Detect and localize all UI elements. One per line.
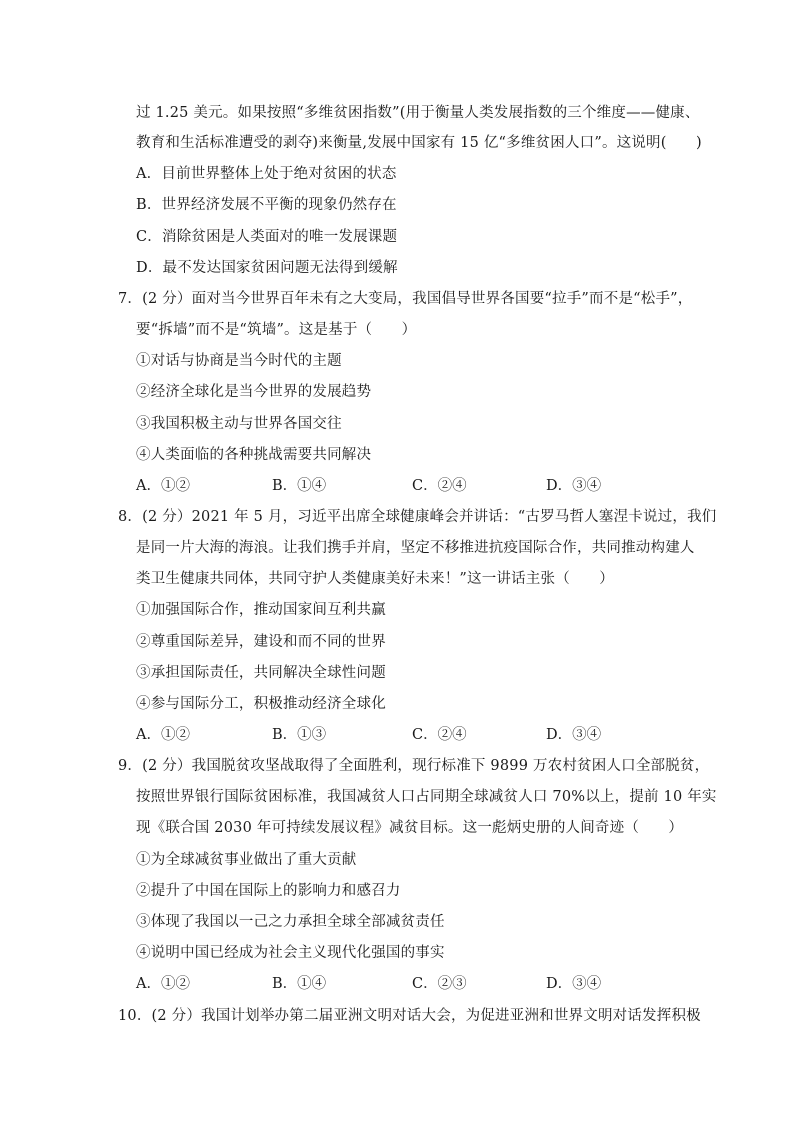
q9-statement-2: ②提升了中国在国际上的影响力和感召力 bbox=[136, 883, 401, 899]
q7-choice-b: B．①④ bbox=[272, 478, 327, 494]
q7-stem-line-1: 7．(2 分）面对当今世界百年未有之大变局，我国倡导世界各国要“拉手”而不是“松手”， bbox=[118, 291, 693, 307]
q8-statement-2: ②尊重国际差异，建设和而不同的世界 bbox=[136, 634, 386, 650]
q9-stem-line-1: 9．(2 分）我国脱贫攻坚战取得了全面胜利，现行标准下 9899 万农村贫困人口全部脱贫， bbox=[118, 758, 710, 774]
q7-statement-1: ①对话与协商是当今时代的主题 bbox=[136, 353, 342, 369]
q7-choice-d: D．③④ bbox=[546, 478, 602, 494]
q8-stem-line-1: 8．(2 分）2021 年 5 月，习近平出席全球健康峰会并讲话：“古罗马哲人塞涅卡说过，我们 bbox=[118, 509, 717, 525]
q7-statement-3: ③我国积极主动与世界各国交往 bbox=[136, 416, 342, 432]
q8-choice-c: C．②④ bbox=[412, 727, 467, 743]
q9-choice-c: C．②③ bbox=[412, 976, 467, 992]
q8-choice-a: A．①② bbox=[136, 727, 190, 743]
q8-statement-3: ③承担国际责任，共同解决全球性问题 bbox=[136, 665, 386, 681]
q9-statement-1: ①为全球减贫事业做出了重大贡献 bbox=[136, 852, 357, 868]
q6-option-d: D．最不发达国家贫困问题无法得到缓解 bbox=[136, 260, 398, 276]
q9-choices bbox=[136, 974, 696, 994]
q7-choices bbox=[136, 476, 696, 496]
q9-statement-3: ③体现了我国以一己之力承担全球全部减贫责任 bbox=[136, 914, 445, 930]
q8-statement-1: ①加强国际合作，推动国家间互利共赢 bbox=[136, 602, 386, 618]
q7-statement-2: ②经济全球化是当今世界的发展趋势 bbox=[136, 384, 372, 400]
q8-choice-d: D．③④ bbox=[546, 727, 602, 743]
q6-option-a: A．目前世界整体上处于绝对贫困的状态 bbox=[136, 166, 397, 182]
q9-choice-d: D．③④ bbox=[546, 976, 602, 992]
q7-statement-4: ④人类面临的各种挑战需要共同解决 bbox=[136, 447, 372, 463]
q7-choice-a: A．①② bbox=[136, 478, 190, 494]
q8-choices bbox=[136, 725, 696, 745]
q9-stem-line-3: 现《联合国 2030 年可持续发展议程》减贫目标。这一彪炳史册的人间奇迹（ ） bbox=[136, 820, 684, 836]
q9-stem-line-2: 按照世界银行国际贫困标准，我国减贫人口占同期全球减贫人口 70%以上，提前 10 年实 bbox=[136, 789, 717, 805]
q7-stem-line-2: 要“拆墙”而不是“筑墙”。这是基于（ ） bbox=[136, 322, 417, 338]
q10-stem-line-1: 10．(2 分）我国计划举办第二届亚洲文明对话大会，为促进亚洲和世界文明对话发挥积极 bbox=[118, 1008, 701, 1024]
q8-statement-4: ④参与国际分工，积极推动经济全球化 bbox=[136, 696, 386, 712]
q6-text-line-1: 过 1.25 美元。如果按照“多维贫困指数”(用于衡量人类发展指数的三个维度——健康、 bbox=[136, 105, 700, 121]
q9-choice-a: A．①② bbox=[136, 976, 190, 992]
q8-choice-b: B．①③ bbox=[272, 727, 327, 743]
q6-text-line-2: 教育和生活标准遭受的剥夺)来衡量,发展中国家有 15 亿“多维贫困人口”。这说明( ) bbox=[136, 135, 702, 151]
q9-statement-4: ④说明中国已经成为社会主义现代化强国的事实 bbox=[136, 945, 445, 961]
q9-choice-b: B．①④ bbox=[272, 976, 327, 992]
q7-choice-c: C．②④ bbox=[412, 478, 467, 494]
q8-stem-line-2: 是同一片大海的海浪。让我们携手并肩，坚定不移推进抗疫国际合作，共同推动构建人 bbox=[136, 540, 695, 556]
q8-stem-line-3: 类卫生健康共同体，共同守护人类健康美好未来！”这一讲话主张（ ） bbox=[136, 571, 615, 587]
q6-option-c: C．消除贫困是人类面对的唯一发展课题 bbox=[136, 229, 398, 245]
q6-option-b: B．世界经济发展不平衡的现象仍然存在 bbox=[136, 197, 397, 213]
